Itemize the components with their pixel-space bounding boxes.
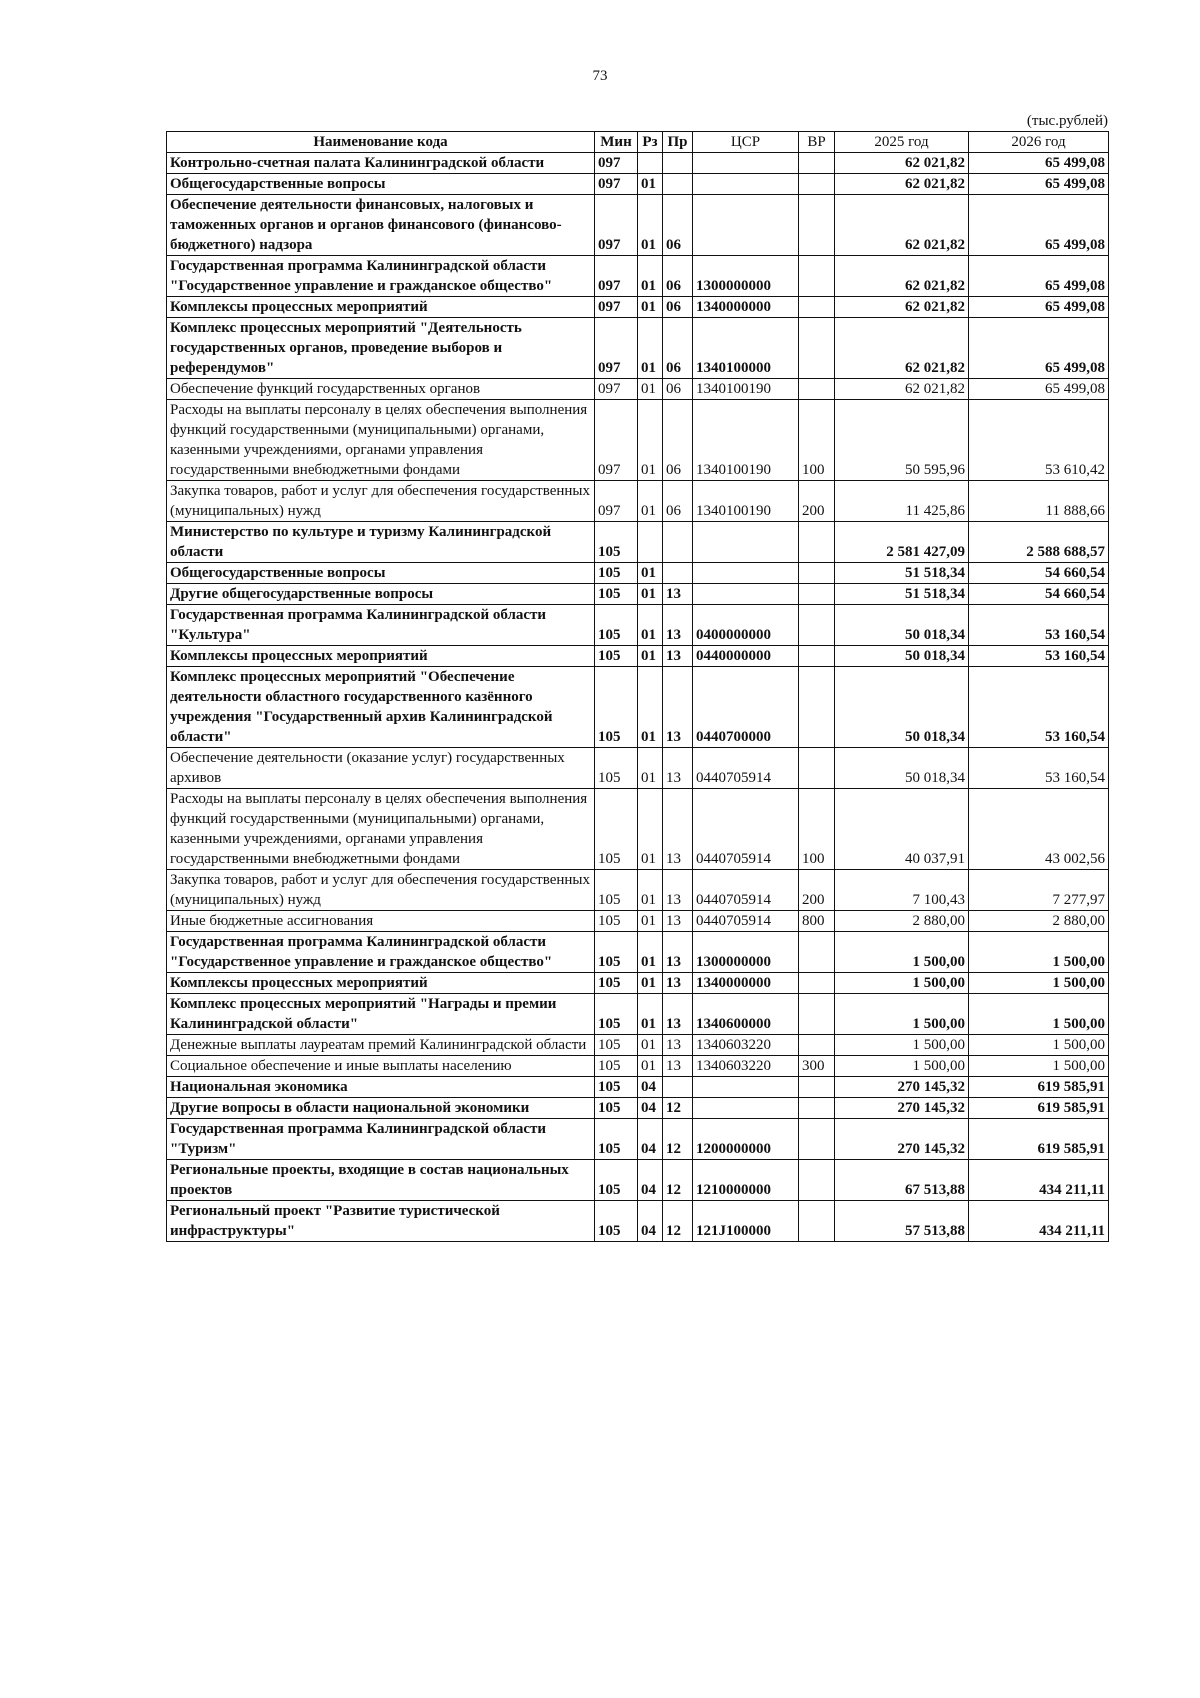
table-row xyxy=(167,1160,1109,1201)
cell-pr: 13 xyxy=(663,605,693,646)
table-row xyxy=(167,667,1109,748)
table-row xyxy=(167,563,1109,584)
table-row xyxy=(167,400,1109,481)
cell-pr: 13 xyxy=(663,1035,693,1056)
cell-2026: 7 277,97 xyxy=(969,870,1109,911)
cell-2026: 53 160,54 xyxy=(969,646,1109,667)
cell-2026: 53 160,54 xyxy=(969,667,1109,748)
cell-vr xyxy=(799,1119,835,1160)
cell-2025: 270 145,32 xyxy=(835,1077,969,1098)
cell-2026: 65 499,08 xyxy=(969,153,1109,174)
cell-rz: 04 xyxy=(638,1077,663,1098)
cell-vr xyxy=(799,379,835,400)
cell-csr: 0440000000 xyxy=(693,646,799,667)
cell-rz: 04 xyxy=(638,1160,663,1201)
cell-name: Государственная программа Калининградской области "Государственное управление и гражданское общество" xyxy=(167,256,595,297)
cell-2026: 65 499,08 xyxy=(969,174,1109,195)
cell-name: Государственная программа Калининградской области "Государственное управление и гражданское общество" xyxy=(167,932,595,973)
cell-name: Расходы на выплаты персоналу в целях обеспечения выполнения функций государственными (муниципальными) органами, казенными учреждениями, органами управления государственными внебюджетными фондами xyxy=(167,400,595,481)
cell-pr: 12 xyxy=(663,1201,693,1242)
cell-rz: 01 xyxy=(638,994,663,1035)
cell-2025: 51 518,34 xyxy=(835,563,969,584)
cell-name: Закупка товаров, работ и услуг для обеспечения государственных (муниципальных) нужд xyxy=(167,870,595,911)
table-body xyxy=(167,153,1109,1242)
cell-2026: 65 499,08 xyxy=(969,297,1109,318)
cell-2026: 1 500,00 xyxy=(969,973,1109,994)
cell-min: 105 xyxy=(595,932,638,973)
cell-2026: 65 499,08 xyxy=(969,379,1109,400)
budget-table xyxy=(166,131,1109,1242)
cell-csr: 1340600000 xyxy=(693,994,799,1035)
cell-vr xyxy=(799,748,835,789)
cell-min: 097 xyxy=(595,318,638,379)
table-row xyxy=(167,153,1109,174)
cell-name: Закупка товаров, работ и услуг для обеспечения государственных (муниципальных) нужд xyxy=(167,481,595,522)
cell-rz: 04 xyxy=(638,1201,663,1242)
cell-pr: 06 xyxy=(663,195,693,256)
cell-name: Государственная программа Калининградской области "Культура" xyxy=(167,605,595,646)
cell-2026: 434 211,11 xyxy=(969,1160,1109,1201)
cell-vr xyxy=(799,584,835,605)
cell-2025: 67 513,88 xyxy=(835,1160,969,1201)
cell-min: 105 xyxy=(595,584,638,605)
cell-min: 097 xyxy=(595,379,638,400)
cell-min: 105 xyxy=(595,646,638,667)
cell-2026: 54 660,54 xyxy=(969,563,1109,584)
cell-csr: 1340100190 xyxy=(693,400,799,481)
cell-csr xyxy=(693,584,799,605)
column-header-pr: Пр xyxy=(663,132,693,153)
cell-2026: 54 660,54 xyxy=(969,584,1109,605)
cell-pr: 06 xyxy=(663,256,693,297)
cell-2025: 57 513,88 xyxy=(835,1201,969,1242)
table-row xyxy=(167,379,1109,400)
cell-min: 097 xyxy=(595,153,638,174)
cell-vr xyxy=(799,153,835,174)
cell-rz: 01 xyxy=(638,563,663,584)
cell-min: 105 xyxy=(595,1160,638,1201)
cell-2026: 53 610,42 xyxy=(969,400,1109,481)
cell-2025: 1 500,00 xyxy=(835,1056,969,1077)
cell-rz: 01 xyxy=(638,870,663,911)
cell-csr: 1340100190 xyxy=(693,481,799,522)
cell-2026: 1 500,00 xyxy=(969,1056,1109,1077)
cell-csr: 1340603220 xyxy=(693,1056,799,1077)
cell-vr xyxy=(799,646,835,667)
cell-name: Контрольно-счетная палата Калининградской области xyxy=(167,153,595,174)
cell-name: Общегосударственные вопросы xyxy=(167,563,595,584)
cell-min: 105 xyxy=(595,1056,638,1077)
cell-min: 105 xyxy=(595,1077,638,1098)
cell-vr xyxy=(799,174,835,195)
cell-csr: 1340000000 xyxy=(693,973,799,994)
cell-min: 105 xyxy=(595,667,638,748)
cell-2025: 1 500,00 xyxy=(835,932,969,973)
table-row xyxy=(167,911,1109,932)
cell-csr: 1340603220 xyxy=(693,1035,799,1056)
cell-vr xyxy=(799,297,835,318)
cell-2025: 50 018,34 xyxy=(835,646,969,667)
table-row xyxy=(167,174,1109,195)
cell-csr xyxy=(693,195,799,256)
cell-2025: 1 500,00 xyxy=(835,973,969,994)
cell-rz xyxy=(638,522,663,563)
cell-2025: 50 018,34 xyxy=(835,605,969,646)
cell-vr xyxy=(799,563,835,584)
cell-pr: 13 xyxy=(663,870,693,911)
cell-pr xyxy=(663,153,693,174)
cell-name: Иные бюджетные ассигнования xyxy=(167,911,595,932)
cell-2025: 50 595,96 xyxy=(835,400,969,481)
cell-csr: 1340100000 xyxy=(693,318,799,379)
cell-2025: 7 100,43 xyxy=(835,870,969,911)
table-row xyxy=(167,932,1109,973)
cell-min: 097 xyxy=(595,481,638,522)
cell-csr xyxy=(693,522,799,563)
cell-min: 105 xyxy=(595,789,638,870)
cell-vr xyxy=(799,1160,835,1201)
cell-rz: 01 xyxy=(638,646,663,667)
cell-rz: 01 xyxy=(638,932,663,973)
cell-2025: 2 581 427,09 xyxy=(835,522,969,563)
cell-2025: 62 021,82 xyxy=(835,318,969,379)
table-row xyxy=(167,1035,1109,1056)
table-row xyxy=(167,481,1109,522)
cell-name: Общегосударственные вопросы xyxy=(167,174,595,195)
table-header-row xyxy=(167,132,1109,153)
cell-pr: 13 xyxy=(663,932,693,973)
cell-pr: 13 xyxy=(663,789,693,870)
column-header-name: Наименование кода xyxy=(167,132,595,153)
cell-2025: 2 880,00 xyxy=(835,911,969,932)
cell-pr: 13 xyxy=(663,911,693,932)
cell-vr xyxy=(799,1098,835,1119)
cell-csr xyxy=(693,563,799,584)
table-row xyxy=(167,646,1109,667)
cell-min: 097 xyxy=(595,195,638,256)
cell-csr: 0440705914 xyxy=(693,748,799,789)
cell-name: Государственная программа Калининградской области "Туризм" xyxy=(167,1119,595,1160)
cell-name: Другие общегосударственные вопросы xyxy=(167,584,595,605)
table-row xyxy=(167,994,1109,1035)
column-header-vr: ВР xyxy=(799,132,835,153)
cell-name: Расходы на выплаты персоналу в целях обеспечения выполнения функций государственными (муниципальными) органами, казенными учреждениями, органами управления государственными внебюджетными фондами xyxy=(167,789,595,870)
cell-vr: 800 xyxy=(799,911,835,932)
cell-2025: 270 145,32 xyxy=(835,1098,969,1119)
cell-rz: 04 xyxy=(638,1098,663,1119)
cell-pr: 12 xyxy=(663,1098,693,1119)
cell-rz: 01 xyxy=(638,1035,663,1056)
cell-2026: 1 500,00 xyxy=(969,994,1109,1035)
cell-2026: 1 500,00 xyxy=(969,932,1109,973)
table-row xyxy=(167,1119,1109,1160)
cell-2026: 619 585,91 xyxy=(969,1077,1109,1098)
cell-csr: 1300000000 xyxy=(693,932,799,973)
cell-rz: 01 xyxy=(638,748,663,789)
cell-name: Комплекс процессных мероприятий "Деятельность государственных органов, проведение выборов и референдумов" xyxy=(167,318,595,379)
table-row xyxy=(167,1201,1109,1242)
cell-2026: 65 499,08 xyxy=(969,318,1109,379)
cell-vr xyxy=(799,1077,835,1098)
cell-name: Комплексы процессных мероприятий xyxy=(167,297,595,318)
cell-csr xyxy=(693,174,799,195)
cell-vr: 300 xyxy=(799,1056,835,1077)
cell-pr: 13 xyxy=(663,994,693,1035)
table-row xyxy=(167,195,1109,256)
cell-rz: 01 xyxy=(638,174,663,195)
cell-name: Комплексы процессных мероприятий xyxy=(167,973,595,994)
cell-2025: 62 021,82 xyxy=(835,379,969,400)
table-row xyxy=(167,256,1109,297)
cell-rz xyxy=(638,153,663,174)
cell-name: Другие вопросы в области национальной экономики xyxy=(167,1098,595,1119)
cell-csr: 1300000000 xyxy=(693,256,799,297)
cell-csr: 0440705914 xyxy=(693,870,799,911)
cell-pr xyxy=(663,522,693,563)
cell-pr: 06 xyxy=(663,400,693,481)
cell-min: 105 xyxy=(595,1201,638,1242)
table-row xyxy=(167,1056,1109,1077)
cell-pr: 12 xyxy=(663,1160,693,1201)
table-row xyxy=(167,1098,1109,1119)
cell-min: 105 xyxy=(595,973,638,994)
cell-rz: 01 xyxy=(638,400,663,481)
cell-pr: 13 xyxy=(663,667,693,748)
cell-2026: 53 160,54 xyxy=(969,748,1109,789)
table-row xyxy=(167,1077,1109,1098)
cell-min: 097 xyxy=(595,297,638,318)
cell-vr xyxy=(799,195,835,256)
cell-min: 105 xyxy=(595,748,638,789)
cell-name: Обеспечение деятельности (оказание услуг) государственных архивов xyxy=(167,748,595,789)
cell-name: Министерство по культуре и туризму Калининградской области xyxy=(167,522,595,563)
cell-vr xyxy=(799,1201,835,1242)
cell-vr xyxy=(799,605,835,646)
table-row xyxy=(167,584,1109,605)
cell-vr: 200 xyxy=(799,481,835,522)
cell-vr: 100 xyxy=(799,400,835,481)
cell-2025: 50 018,34 xyxy=(835,667,969,748)
cell-2025: 62 021,82 xyxy=(835,174,969,195)
cell-rz: 01 xyxy=(638,481,663,522)
cell-vr xyxy=(799,932,835,973)
cell-2025: 50 018,34 xyxy=(835,748,969,789)
cell-csr: 0440705914 xyxy=(693,789,799,870)
cell-rz: 04 xyxy=(638,1119,663,1160)
cell-name: Комплекс процессных мероприятий "Награды и премии Калининградской области" xyxy=(167,994,595,1035)
cell-rz: 01 xyxy=(638,297,663,318)
cell-pr xyxy=(663,563,693,584)
cell-rz: 01 xyxy=(638,789,663,870)
cell-2026: 434 211,11 xyxy=(969,1201,1109,1242)
cell-min: 105 xyxy=(595,563,638,584)
cell-rz: 01 xyxy=(638,605,663,646)
cell-rz: 01 xyxy=(638,1056,663,1077)
cell-csr: 121J100000 xyxy=(693,1201,799,1242)
cell-name: Региональный проект "Развитие туристической инфраструктуры" xyxy=(167,1201,595,1242)
cell-csr: 0440705914 xyxy=(693,911,799,932)
cell-vr xyxy=(799,256,835,297)
cell-csr xyxy=(693,153,799,174)
cell-2025: 270 145,32 xyxy=(835,1119,969,1160)
cell-2026: 65 499,08 xyxy=(969,195,1109,256)
cell-vr: 200 xyxy=(799,870,835,911)
cell-min: 097 xyxy=(595,400,638,481)
cell-csr xyxy=(693,1077,799,1098)
cell-min: 105 xyxy=(595,605,638,646)
cell-vr xyxy=(799,522,835,563)
table-row xyxy=(167,870,1109,911)
column-header-2025: 2025 год xyxy=(835,132,969,153)
table-row xyxy=(167,297,1109,318)
cell-min: 105 xyxy=(595,1098,638,1119)
column-header-rz: Рз xyxy=(638,132,663,153)
cell-2026: 53 160,54 xyxy=(969,605,1109,646)
cell-2026: 2 880,00 xyxy=(969,911,1109,932)
cell-min: 105 xyxy=(595,1035,638,1056)
table-row xyxy=(167,973,1109,994)
table-row xyxy=(167,605,1109,646)
cell-rz: 01 xyxy=(638,195,663,256)
cell-rz: 01 xyxy=(638,318,663,379)
cell-csr: 1340100190 xyxy=(693,379,799,400)
cell-csr: 1340000000 xyxy=(693,297,799,318)
cell-vr xyxy=(799,1035,835,1056)
cell-csr xyxy=(693,1098,799,1119)
column-header-min: Мин xyxy=(595,132,638,153)
cell-min: 097 xyxy=(595,256,638,297)
cell-rz: 01 xyxy=(638,911,663,932)
cell-2026: 43 002,56 xyxy=(969,789,1109,870)
cell-2026: 2 588 688,57 xyxy=(969,522,1109,563)
cell-2025: 1 500,00 xyxy=(835,994,969,1035)
cell-2025: 51 518,34 xyxy=(835,584,969,605)
cell-min: 105 xyxy=(595,994,638,1035)
table-row xyxy=(167,789,1109,870)
cell-rz: 01 xyxy=(638,256,663,297)
cell-2025: 62 021,82 xyxy=(835,297,969,318)
cell-pr: 13 xyxy=(663,584,693,605)
table-row xyxy=(167,522,1109,563)
cell-2025: 62 021,82 xyxy=(835,256,969,297)
cell-min: 105 xyxy=(595,1119,638,1160)
cell-min: 105 xyxy=(595,911,638,932)
cell-name: Обеспечение деятельности финансовых, налоговых и таможенных органов и органов финансового (финансово-бюджетного) надзора xyxy=(167,195,595,256)
cell-pr: 06 xyxy=(663,297,693,318)
cell-pr: 13 xyxy=(663,646,693,667)
units-label: (тыс.рублей) xyxy=(1026,113,1108,129)
cell-2025: 1 500,00 xyxy=(835,1035,969,1056)
cell-2026: 65 499,08 xyxy=(969,256,1109,297)
cell-pr: 13 xyxy=(663,748,693,789)
cell-pr xyxy=(663,1077,693,1098)
cell-pr: 13 xyxy=(663,973,693,994)
cell-pr: 06 xyxy=(663,379,693,400)
cell-2025: 40 037,91 xyxy=(835,789,969,870)
cell-name: Комплекс процессных мероприятий "Обеспечение деятельности областного государственного казённого учреждения "Государственный архив Калининградской области" xyxy=(167,667,595,748)
cell-name: Региональные проекты, входящие в состав национальных проектов xyxy=(167,1160,595,1201)
cell-name: Обеспечение функций государственных органов xyxy=(167,379,595,400)
cell-2025: 62 021,82 xyxy=(835,153,969,174)
cell-name: Денежные выплаты лауреатам премий Калининградской области xyxy=(167,1035,595,1056)
cell-2026: 1 500,00 xyxy=(969,1035,1109,1056)
cell-name: Национальная экономика xyxy=(167,1077,595,1098)
cell-csr: 1210000000 xyxy=(693,1160,799,1201)
cell-rz: 01 xyxy=(638,667,663,748)
cell-pr: 13 xyxy=(663,1056,693,1077)
cell-2026: 619 585,91 xyxy=(969,1098,1109,1119)
cell-vr xyxy=(799,667,835,748)
cell-vr: 100 xyxy=(799,789,835,870)
cell-rz: 01 xyxy=(638,584,663,605)
cell-2025: 62 021,82 xyxy=(835,195,969,256)
cell-pr: 06 xyxy=(663,318,693,379)
cell-pr: 06 xyxy=(663,481,693,522)
cell-csr: 0440700000 xyxy=(693,667,799,748)
cell-csr: 0400000000 xyxy=(693,605,799,646)
cell-pr xyxy=(663,174,693,195)
cell-pr: 12 xyxy=(663,1119,693,1160)
page-number: 73 xyxy=(592,68,608,84)
table-row xyxy=(167,748,1109,789)
cell-rz: 01 xyxy=(638,379,663,400)
cell-vr xyxy=(799,973,835,994)
cell-name: Социальное обеспечение и иные выплаты населению xyxy=(167,1056,595,1077)
column-header-csr: ЦСР xyxy=(693,132,799,153)
cell-rz: 01 xyxy=(638,973,663,994)
cell-vr xyxy=(799,994,835,1035)
cell-2026: 11 888,66 xyxy=(969,481,1109,522)
column-header-2026: 2026 год xyxy=(969,132,1109,153)
cell-min: 105 xyxy=(595,870,638,911)
cell-min: 097 xyxy=(595,174,638,195)
cell-2026: 619 585,91 xyxy=(969,1119,1109,1160)
cell-min: 105 xyxy=(595,522,638,563)
table-row xyxy=(167,318,1109,379)
cell-csr: 1200000000 xyxy=(693,1119,799,1160)
cell-name: Комплексы процессных мероприятий xyxy=(167,646,595,667)
cell-2025: 11 425,86 xyxy=(835,481,969,522)
cell-vr xyxy=(799,318,835,379)
